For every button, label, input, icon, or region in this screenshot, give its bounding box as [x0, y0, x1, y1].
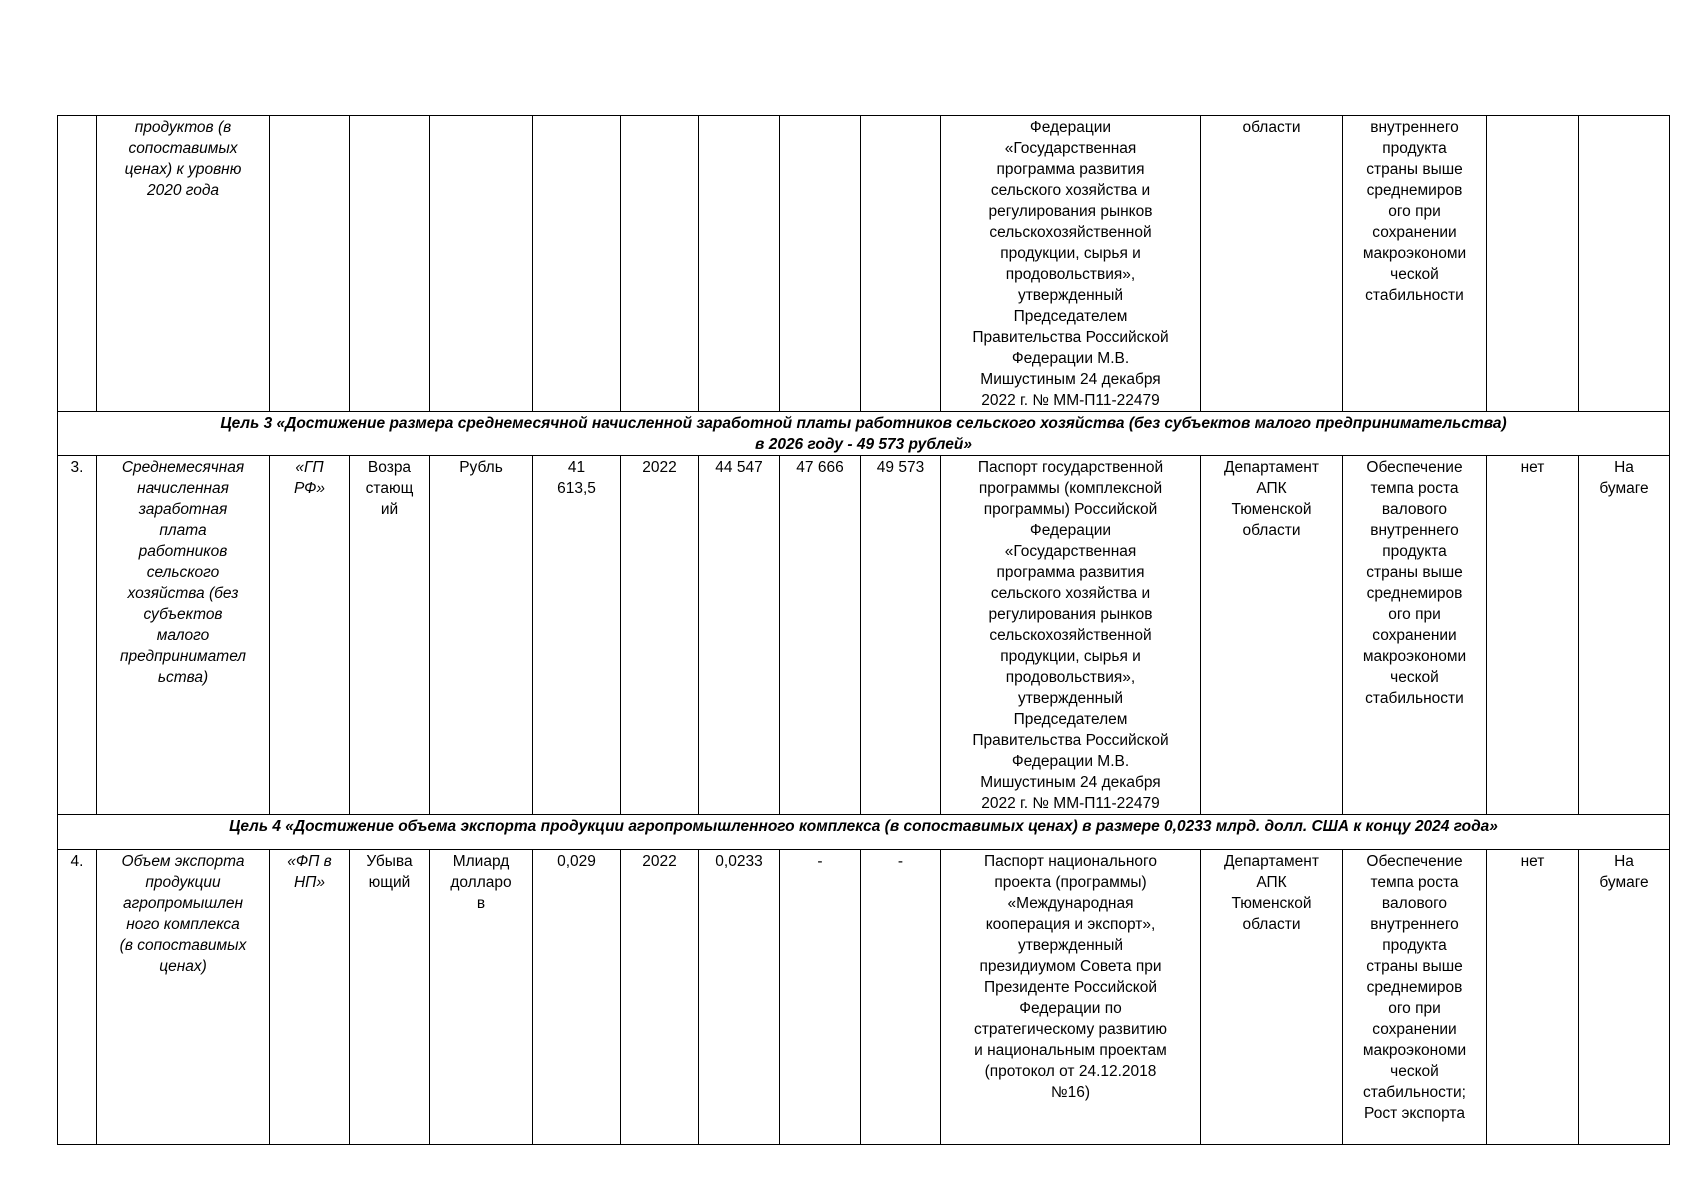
cell-value-2: 47 666	[780, 456, 861, 815]
goal-title: Цель 4 «Достижение объема экспорта продукции агропромышленного комплекса (в сопоставимых ценах) в размере 0,0233 млрд. долл. США к концу 2024 года»	[58, 815, 1670, 850]
cell-document: Паспорт государственной программы (комплексной программы) Российской Федерации «Государственная программа развития сельского хозяйства и регулирования рынков сельскохозяйственной продукции, сырья и продовольствия», утвержденный Председателем Правительства Российской Федерации М.В. Мишустиным 24 декабря 2022 г. № ММ-П11-22479	[941, 456, 1201, 815]
cell-info-form	[1579, 116, 1670, 412]
cell-indicator-name: Объем экспорта продукции агропромышлен ного комплекса (в сопоставимых ценах)	[97, 850, 270, 1145]
cell-level	[270, 116, 350, 412]
cell-value-2	[780, 116, 861, 412]
cell-info-form: На бумаге	[1579, 456, 1670, 815]
cell-level: «ГП РФ»	[270, 456, 350, 815]
cell-link: Обеспечение темпа роста валового внутреннего продукта страны выше среднемиров ого при сохранении макроэкономи ческой стабильности	[1343, 456, 1487, 815]
cell-number: 3.	[58, 456, 97, 815]
cell-base-value	[533, 116, 621, 412]
indicators-table	[57, 115, 1670, 1145]
table-row-continuation	[58, 116, 1670, 412]
goal-row-4	[58, 815, 1670, 850]
cell-info-system: нет	[1487, 850, 1579, 1145]
cell-responsible: Департамент АПК Тюменской области	[1201, 456, 1343, 815]
cell-base-year: 2022	[621, 456, 699, 815]
cell-trend: Убыва ющий	[350, 850, 430, 1145]
cell-unit: Рубль	[430, 456, 533, 815]
table-row-3	[58, 456, 1670, 815]
cell-responsible: области	[1201, 116, 1343, 412]
cell-value-3: 49 573	[861, 456, 941, 815]
cell-value-1: 44 547	[699, 456, 780, 815]
cell-link: внутреннего продукта страны выше среднемиров ого при сохранении макроэкономи ческой стабильности	[1343, 116, 1487, 412]
goal-row-3	[58, 412, 1670, 456]
cell-link: Обеспечение темпа роста валового внутреннего продукта страны выше среднемиров ого при сохранении макроэкономи ческой стабильности; Рост экспорта	[1343, 850, 1487, 1145]
cell-level: «ФП в НП»	[270, 850, 350, 1145]
cell-trend: Возра стающ ий	[350, 456, 430, 815]
cell-value-3: -	[861, 850, 941, 1145]
cell-base-year	[621, 116, 699, 412]
cell-number: 4.	[58, 850, 97, 1145]
table-row-4	[58, 850, 1670, 1145]
cell-value-3	[861, 116, 941, 412]
cell-document: Паспорт национального проекта (программы) «Международная кооперация и экспорт», утвержденный президиумом Совета при Президенте Российской Федерации по стратегическому развитию и национальным проектам (протокол от 24.12.2018 №16)	[941, 850, 1201, 1145]
cell-trend	[350, 116, 430, 412]
cell-value-2: -	[780, 850, 861, 1145]
cell-value-1	[699, 116, 780, 412]
cell-info-form: На бумаге	[1579, 850, 1670, 1145]
cell-responsible: Департамент АПК Тюменской области	[1201, 850, 1343, 1145]
cell-value-1: 0,0233	[699, 850, 780, 1145]
cell-unit	[430, 116, 533, 412]
cell-base-value: 41 613,5	[533, 456, 621, 815]
cell-info-system	[1487, 116, 1579, 412]
cell-info-system: нет	[1487, 456, 1579, 815]
cell-indicator-name: Среднемесячная начисленная заработная плата работников сельского хозяйства (без субъектов малого предпринимател ьства)	[97, 456, 270, 815]
cell-number	[58, 116, 97, 412]
cell-indicator-name: продуктов (в сопоставимых ценах) к уровню 2020 года	[97, 116, 270, 412]
goal-title: Цель 3 «Достижение размера среднемесячной начисленной заработной платы работников сельского хозяйства (без субъектов малого предпринимательства) в 2026 году - 49 573 рублей»	[58, 412, 1670, 456]
cell-base-value: 0,029	[533, 850, 621, 1145]
cell-base-year: 2022	[621, 850, 699, 1145]
cell-document: Федерации «Государственная программа развития сельского хозяйства и регулирования рынков сельскохозяйственной продукции, сырья и продовольствия», утвержденный Председателем Правительства Российской Федерации М.В. Мишустиным 24 декабря 2022 г. № ММ-П11-22479	[941, 116, 1201, 412]
cell-unit: Млиард долларо в	[430, 850, 533, 1145]
